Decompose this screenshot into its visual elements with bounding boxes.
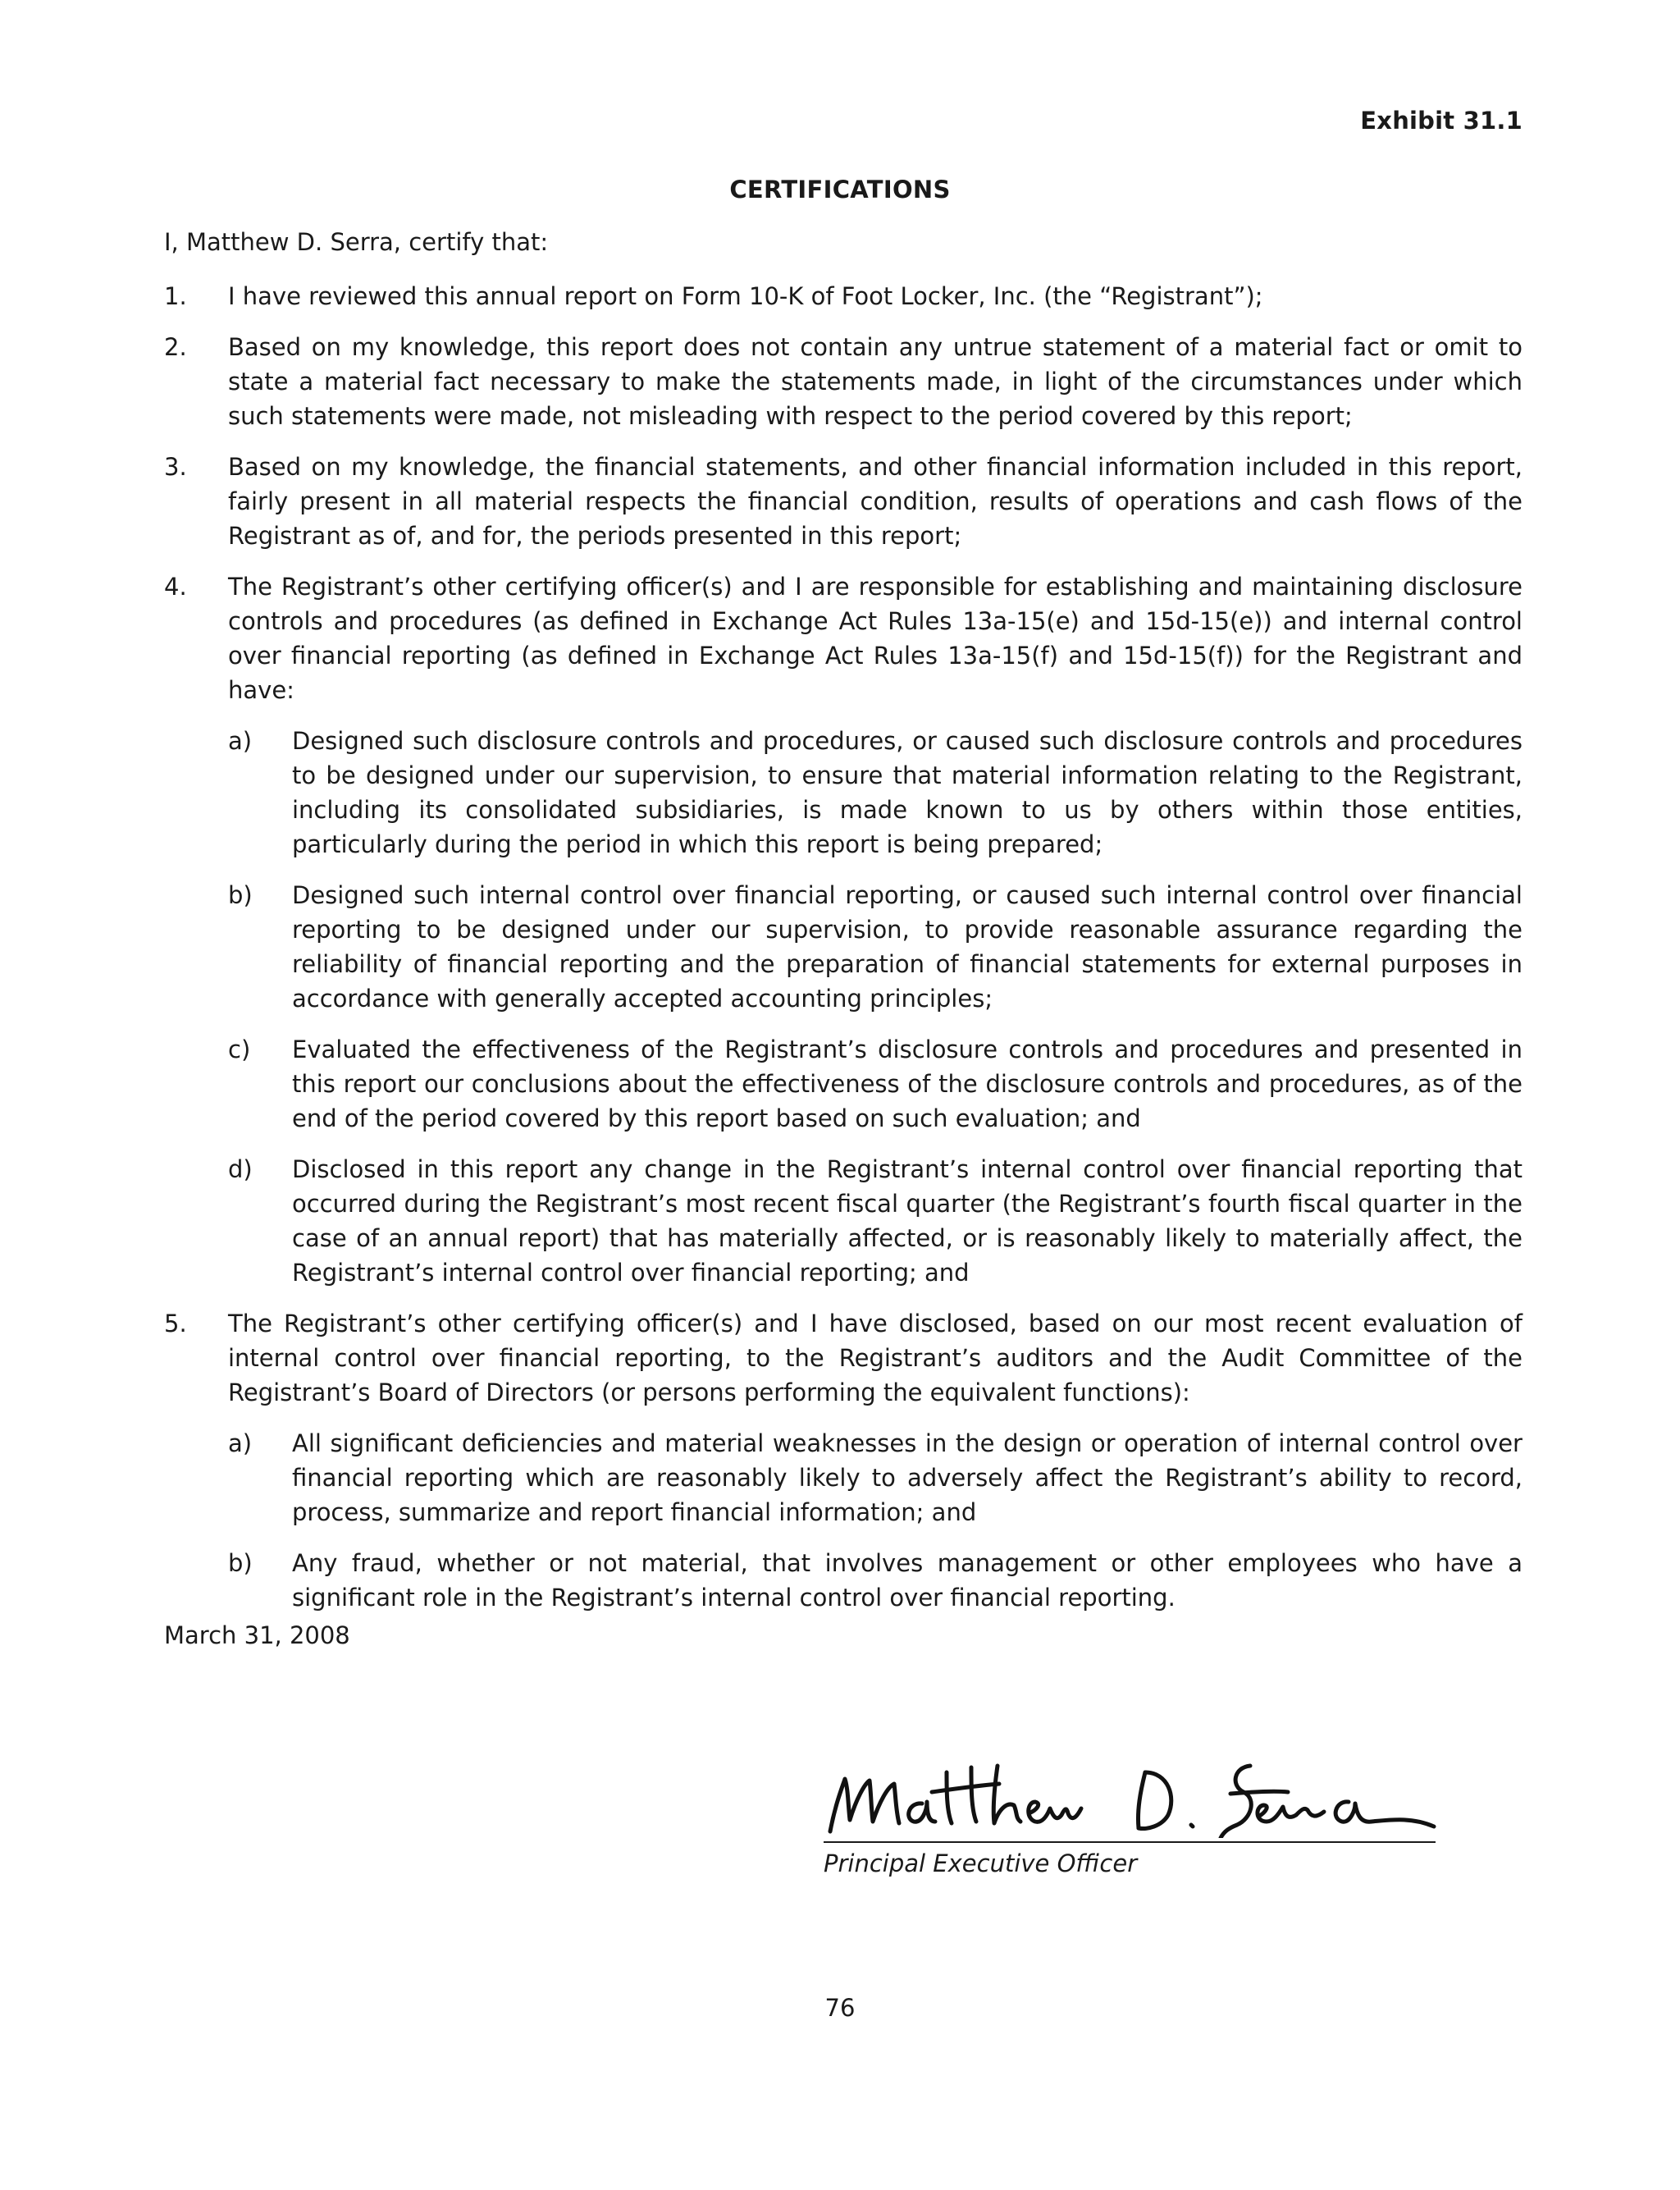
certification-item-4b (164, 878, 1522, 1016)
sub-item-letter: a) (228, 1429, 253, 1457)
certification-item-4 (164, 569, 1522, 707)
sub-item-text: Designed such internal control over financial reporting, or caused such internal control over financial reporting to be designed under our supervision, to provide reasonable assurance regarding the reliability of financial reporting and the preparation of financial statements for external purposes in accordance with generally accepted accounting principles; (292, 881, 1522, 1013)
certification-item-4a (164, 724, 1522, 862)
sub-item-text: Disclosed in this report any change in the Registrant’s internal control over financial reporting that occurred during the Registrant’s most recent fiscal quarter (the Registrant’s fourth fiscal quarter in the case of an annual report) that has materially affected, or is reasonably likely to materially affect, the Registrant’s internal control over financial reporting; and (292, 1155, 1522, 1287)
sub-item-letter: b) (228, 1549, 253, 1577)
certification-item-1 (164, 279, 1522, 313)
sub-item-letter: b) (228, 881, 253, 909)
certification-item-5b (164, 1546, 1522, 1615)
item-text: I have reviewed this annual report on Form 10-K of Foot Locker, Inc. (the “Registrant”); (228, 282, 1263, 310)
item-number: 5. (164, 1310, 187, 1337)
item-text: Based on my knowledge, the financial statements, and other financial information included in this report, fairly present in all material respects the financial condition, results of operations and cash flows of the Registrant as of, and for, the periods presented in this report; (228, 453, 1522, 550)
item-number: 3. (164, 453, 187, 481)
certification-item-4d (164, 1152, 1522, 1290)
signature-caption: Principal Executive Officer (824, 1849, 1138, 1877)
page-title: CERTIFICATIONS (729, 176, 951, 203)
item-number: 4. (164, 573, 187, 601)
certification-item-2 (164, 330, 1522, 433)
sub-item-text: Any fraud, whether or not material, that involves management or other employees who have a significant role in the Registrant’s internal control over financial reporting. (292, 1549, 1522, 1612)
certification-item-5a (164, 1426, 1522, 1529)
sub-item-text: Designed such disclosure controls and procedures, or caused such disclosure controls and procedures to be designed under our supervision, to ensure that material information relating to the Registrant, including its consolidated subsidiaries, is made known to us by others within those entities, particularly during the period in which this report is being prepared; (292, 727, 1522, 858)
item-number: 2. (164, 333, 187, 361)
item-text: Based on my knowledge, this report does not contain any untrue statement of a material fact or omit to state a material fact necessary to make the statements made, in light of the circumstances under which such statements were made, not misleading with respect to the period covered by this report; (228, 333, 1522, 430)
certification-item-5 (164, 1306, 1522, 1410)
certification-item-4c (164, 1032, 1522, 1136)
sub-item-text: Evaluated the effectiveness of the Registrant’s disclosure controls and procedures and presented in this report our conclusions about the effectiveness of the disclosure controls and procedures, as of the end of the period covered by this report based on such evaluation; and (292, 1036, 1522, 1132)
signature-date: March 31, 2008 (164, 1621, 350, 1649)
certification-list (164, 279, 1522, 1631)
handwritten-signature (824, 1756, 1439, 1838)
sub-item-text: All significant deficiencies and material weaknesses in the design or operation of internal control over financial reporting which are reasonably likely to adversely affect the Registrant’s ability to record, process, summarize and report financial information; and (292, 1429, 1522, 1526)
signature-line (824, 1841, 1436, 1843)
sub-item-letter: c) (228, 1036, 251, 1063)
item-number: 1. (164, 282, 187, 310)
sub-item-letter: a) (228, 727, 253, 755)
item-text: The Registrant’s other certifying officer(s) and I are responsible for establishing and maintaining disclosure controls and procedures (as defined in Exchange Act Rules 13a-15(e) and 15d-15(e)) and internal control over financial reporting (as defined in Exchange Act Rules 13a-15(f) and 15d-15(f)) for the Registrant and have: (228, 573, 1522, 704)
page-number: 76 (824, 1994, 856, 2022)
certification-item-3 (164, 450, 1522, 553)
item-text: The Registrant’s other certifying officer(s) and I have disclosed, based on our most recent evaluation of internal control over financial reporting, to the Registrant’s auditors and the Audit Committee of the Registrant’s Board of Directors (or persons performing the equivalent functions): (228, 1310, 1522, 1406)
signature-icon (824, 1756, 1439, 1838)
exhibit-label: Exhibit 31.1 (1360, 107, 1522, 135)
intro-statement: I, Matthew D. Serra, certify that: (164, 228, 549, 256)
sub-item-letter: d) (228, 1155, 253, 1183)
